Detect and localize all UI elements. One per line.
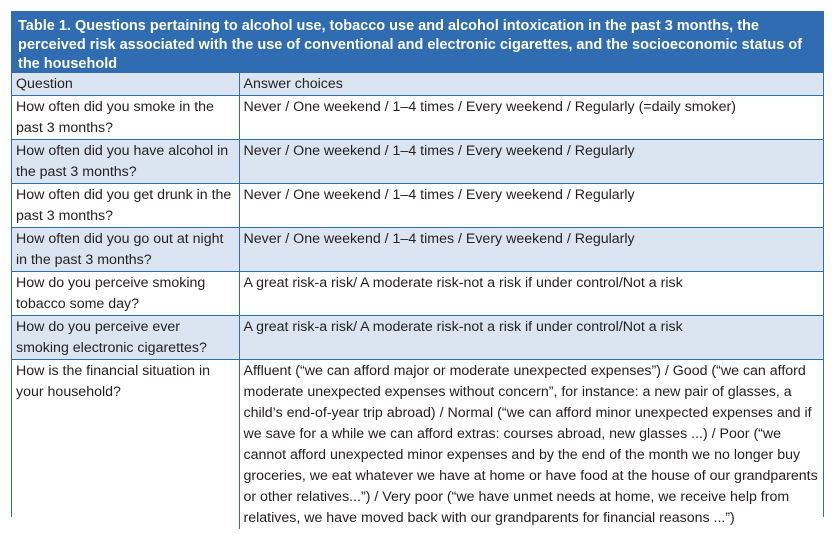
answer-cell: Never / One weekend / 1–4 times / Every weekend / Regularly <box>239 140 823 184</box>
question-cell: How often did you get drunk in the past 3 months? <box>12 184 239 228</box>
questions-table <box>12 73 823 529</box>
answer-cell: Never / One weekend / 1–4 times / Every weekend / Regularly <box>239 228 823 272</box>
column-header-answer-choices: Answer choices <box>239 73 823 96</box>
column-header-question: Question <box>12 73 239 96</box>
table-row <box>12 228 823 272</box>
table-row <box>12 96 823 140</box>
table-frame <box>11 11 824 526</box>
table-header-row <box>12 73 823 96</box>
question-cell: How often did you go out at night in the past 3 months? <box>12 228 239 272</box>
caption-label: Table 1. <box>18 18 71 34</box>
question-cell: How do you perceive ever smoking electronic cigarettes? <box>12 316 239 360</box>
table-caption <box>12 12 823 73</box>
answer-cell: A great risk-a risk/ A moderate risk-not a risk if under control/Not a risk <box>239 316 823 360</box>
caption-text: Questions pertaining to alcohol use, tobacco use and alcohol intoxication in the past 3 months, the perceived risk associated with the use of conventional and electronic cigarettes, and the socioeconomic status of the household <box>18 18 803 72</box>
answer-cell: Affluent (“we can afford major or moderate unexpected expenses”) / Good (“we can afford moderate unexpected expenses without concern”, for instance: a new pair of glasses, a child’s end-of-year trip abroad) / Normal (“we can afford minor unexpected expenses and if we save for a while we can afford extras: courses abroad, new glasses ...) / Poor (“we cannot afford unexpected minor expenses and by the end of the month we no longer buy groceries, we eat whatever we have at home or have food at the house of our grandparents or other relatives...”) / Very poor (“we have unmet needs at home, we receive help from relatives, we have moved back with our grandparents for financial reasons ...”) <box>243 363 818 526</box>
question-cell: How often did you have alcohol in the past 3 months? <box>12 140 239 184</box>
question-cell: How often did you smoke in the past 3 months? <box>12 96 239 140</box>
answer-cell: Never / One weekend / 1–4 times / Every weekend / Regularly (=daily smoker) <box>239 96 823 140</box>
table-row <box>12 272 823 316</box>
question-cell: How do you perceive smoking tobacco some day? <box>12 272 239 316</box>
table-row <box>12 140 823 184</box>
answer-cell: Never / One weekend / 1–4 times / Every weekend / Regularly <box>239 184 823 228</box>
question-cell: How is the financial situation in your household? <box>12 360 239 530</box>
table-row <box>12 316 823 360</box>
table-row <box>12 360 823 530</box>
answer-cell: A great risk-a risk/ A moderate risk-not a risk if under control/Not a risk <box>239 272 823 316</box>
table-row <box>12 184 823 228</box>
